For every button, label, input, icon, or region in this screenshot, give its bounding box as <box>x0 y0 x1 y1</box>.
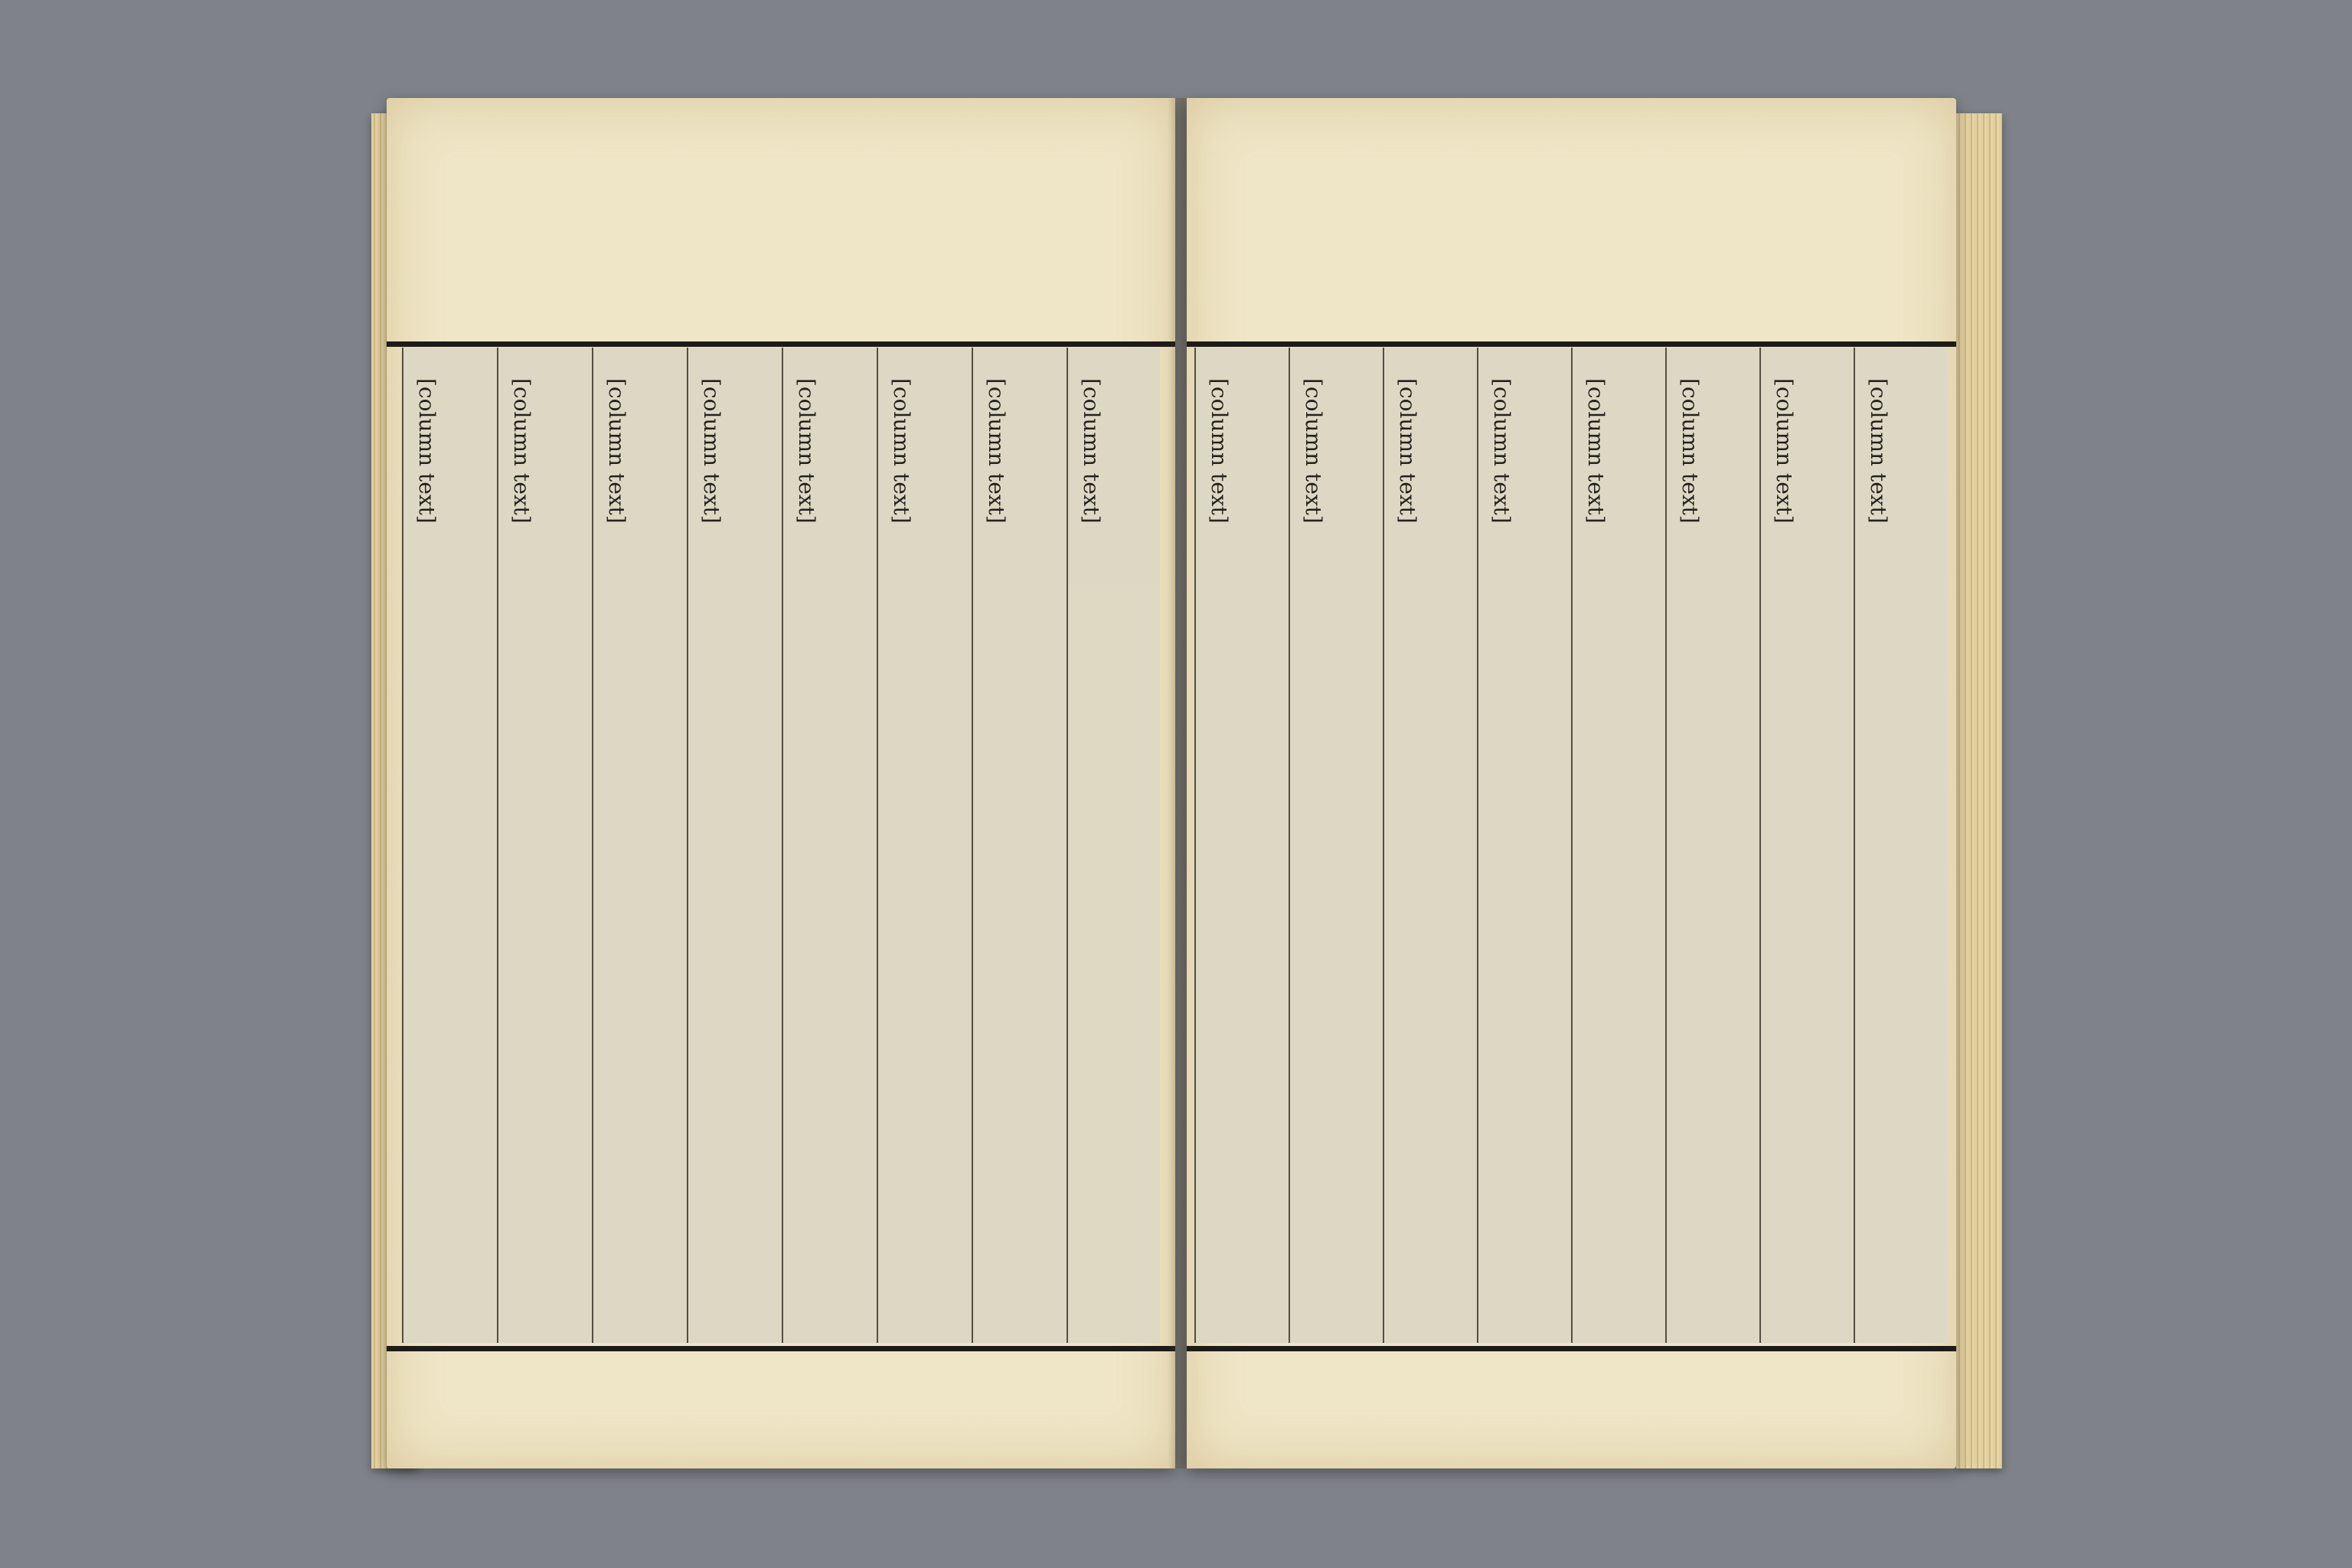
top-frame-rule <box>387 341 1175 347</box>
text-column: [column text] <box>1665 348 1713 1343</box>
text-column: [column text] <box>1571 348 1619 1343</box>
text-column: [column text] <box>1067 348 1114 1343</box>
text-column: [column text] <box>877 348 924 1343</box>
text-column: [column text] <box>782 348 829 1343</box>
text-column: [column text] <box>497 348 544 1343</box>
right-page <box>1187 98 1956 1468</box>
text-column: [column text] <box>1289 348 1336 1343</box>
text-column: [column text] <box>592 348 639 1343</box>
left-page <box>387 98 1175 1468</box>
text-column: [column text] <box>1383 348 1430 1343</box>
open-book <box>387 98 1994 1468</box>
right-page-edges <box>1956 113 2002 1468</box>
bottom-frame-rule <box>1187 1346 1956 1351</box>
top-frame-rule <box>1187 341 1956 347</box>
text-column: [column text] <box>402 348 449 1343</box>
text-column: [column text] <box>687 348 734 1343</box>
text-column: [column text] <box>1477 348 1524 1343</box>
bottom-frame-rule <box>387 1346 1175 1351</box>
text-column: [column text] <box>1194 348 1242 1343</box>
text-column: [column text] <box>972 348 1019 1343</box>
text-column: [column text] <box>1854 348 1901 1343</box>
text-block <box>402 348 1160 1343</box>
text-column: [column text] <box>1759 348 1807 1343</box>
text-block <box>1194 348 1949 1343</box>
